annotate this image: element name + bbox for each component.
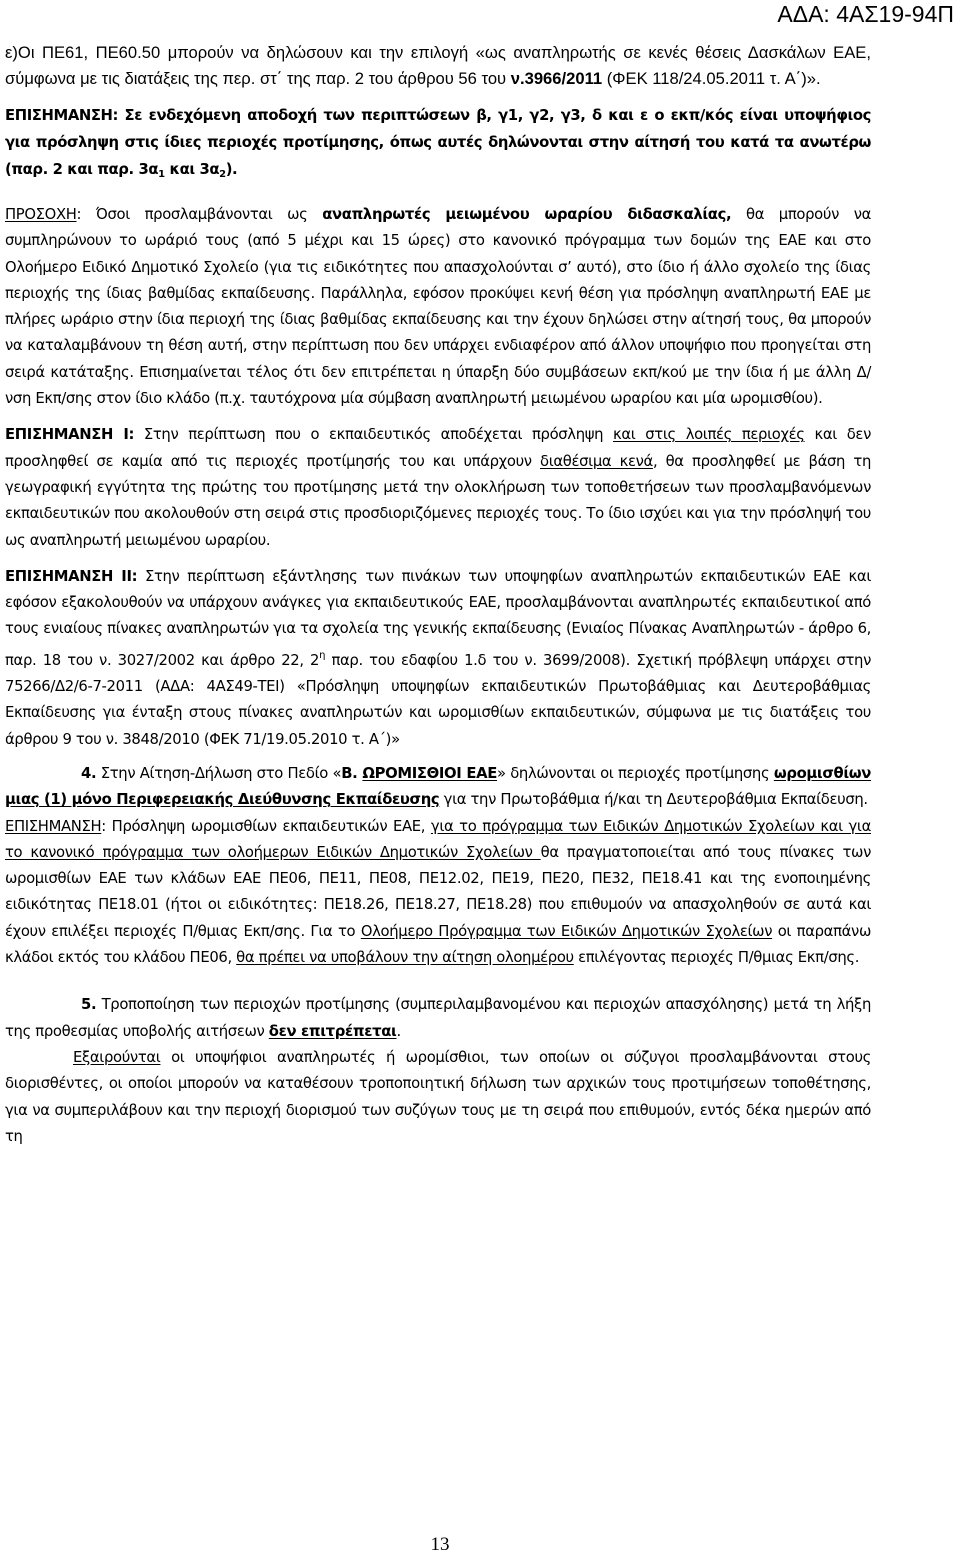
paragraph-item-4: 4. Στην Αίτηση-Δήλωση στο Πεδίο «Β. ΩΡΟΜΙΣΘΙΟΙ ΕΑΕ» δηλώνονται οι περιοχές προτίμησης ωρομισθίων μιας (1) μόνο Περιφερειακής Διεύθυνσης Εκπαίδευσης για την Πρωτοβάθμια ή/και τη Δευτεροβάθμια Εκπαίδευση. bbox=[5, 764, 871, 809]
paragraph-epishmansh-bold: ΕΠΙΣΗΜΑΝΣΗ: Σε ενδεχόμενη αποδοχή των περιπτώσεων β, γ1, γ2, γ3, δ και ε ο εκπ/κός είναι υποψήφιος για πρόσληψη στις ίδιες περιοχές προτίμησης, όπως αυτές δηλώνονται στην αίτησή του κατά τα ανωτέρω (παρ. 2 και παρ. $3\alpha_1$ και $3\alpha_2$). bbox=[5, 107, 871, 180]
epishmansh-ii-label: ΕΠΙΣΗΜΑΝΣΗ ΙΙ: bbox=[5, 567, 138, 585]
law-reference: ν.3966/2011 bbox=[510, 69, 603, 88]
document-body bbox=[5, 40, 871, 1150]
ada-code: ΑΔΑ: 4ΑΣ19-94Π bbox=[777, 1, 954, 27]
paragraph-option-e: ε)Οι ΠΕ61, ΠΕ60.50 μπορούν να δηλώσουν και την επιλογή «ως αναπληρωτής σε κενές θέσεις Δασκάλων ΕΑΕ, σύμφωνα με τις διατάξεις της περ. στ΄ της παρ. 2 του άρθρου 56 του ν.3966/2011 (ΦΕΚ 118/24.05.2011 τ. Α΄)». bbox=[5, 43, 871, 88]
item-number-4: 4. bbox=[81, 764, 97, 782]
epishmansh-i-label: ΕΠΙΣΗΜΑΝΣΗ Ι: bbox=[5, 426, 135, 444]
paragraph-item-5: 5. Τροποποίηση των περιοχών προτίμησης (συμπεριλαμβανομένου και περιοχών απασχόλησης) μετά τη λήξη της προθεσμίας υποβολής αιτήσεων δεν επιτρέπεται. bbox=[5, 996, 871, 1040]
prosoxh-label: ΠΡΟΣΟΧΗ bbox=[5, 206, 77, 223]
paragraph-epishmansh-ii: ΕΠΙΣΗΜΑΝΣΗ ΙΙ: Στην περίπτωση εξάντλησης των πινάκων των υποψηφίων αναπληρωτών εκπαιδευτικών ΕΑΕ και εφόσον εξακολουθούν να υπάρχουν ανάγκες για εκπαιδευτικούς ΕΑΕ, προσλαμβάνονται αναπληρωτές εκπαιδευτικοί από τους ενιαίους πίνακες αναπληρωτών για τα σχολεία της γενικής εκπαίδευσης (Ενιαίος Πίνακας Αναπληρωτών - άρθρο 6, παρ. 18 του ν. 3027/2002 και άρθρο 22, $2^\eta$ παρ. του εδαφίου 1.δ του ν. 3699/2008). Σχετική πρόβλεψη υπάρχει στην 75266/Δ2/6-7-2011 (ΑΔΑ: 4ΑΣ49-ΤΕΙ) «Πρόσληψη υποψηφίων εκπαιδευτικών Πρωτοβάθμιας και Δευτεροβάθμιας Εκπαίδευσης για ένταξη στους πίνακες αναπληρωτών και ωρομισθίων εκπαιδευτικών, σύμφωνα με τις διατάξεις του άρθρου 9 του ν. 3848/2010 (ΦΕΚ 71/19.05.2010 τ. Α΄)» bbox=[5, 567, 871, 748]
epishmansh-label: ΕΠΙΣΗΜΑΝΣΗ bbox=[5, 817, 102, 835]
page-number: 13 bbox=[430, 1534, 450, 1555]
paragraph-epishmansh-hourly: ΕΠΙΣΗΜΑΝΣΗ: Πρόσληψη ωρομισθίων εκπαιδευτικών ΕΑΕ, για το πρόγραμμα των Ειδικών Δημοτικών Σχολείων και για το κανονικό πρόγραμμα των ολοήμερων Ειδικών Δημοτικών Σχολείων θα πραγματοποιείται από τους πίνακες των ωρομισθίων ΕΑΕ των κλάδων ΕΑΕ ΠΕ06, ΠΕ11, ΠΕ08, ΠΕ12.02, ΠΕ19, ΠΕ20, ΠΕ32, ΠΕ18.41 και της ενοποιημένης ειδικότητας ΠΕ18.01 (ήτοι οι ειδικότητες: ΠΕ18.26, ΠΕ18.27, ΠΕ18.28) που επιθυμούν να απασχοληθούν σε αυτά και έχουν επιλέξει περιοχές Π/θμιας Εκπ/σης. Για το Ολοήμερο Πρόγραμμα των Ειδικών Δημοτικών Σχολείων οι παραπάνω κλάδοι εκτός του κλάδου ΠΕ06, θα πρέπει να υποβάλουν την αίτηση ολοημέρου επιλέγοντας περιοχές Π/θμιας Εκπ/σης. bbox=[5, 817, 872, 967]
paragraph-prosoxh: ΠΡΟΣΟΧΗ: Όσοι προσλαμβάνονται ως αναπληρωτές μειωμένου ωραρίου διδασκαλίας, θα μπορούν να συμπληρώνουν το ωράριό τους (από 5 μέχρι και 15 ώρες) στο κανονικό πρόγραμμα των δομών της ΕΑΕ και στο Ολοήμερο Ειδικό Δημοτικό Σχολείο (για τις ειδικότητες που απασχολούνται σ’ αυτό), στο ίδιο ή άλλο σχολείο της ίδιας περιοχής της ίδιας βαθμίδας εκπαίδευσης. Παράλληλα, εφόσον προκύψει κενή θέση για πρόσληψη αναπληρωτή ΕΑΕ με πλήρες ωράριο στην ίδια περιοχή της ίδιας βαθμίδας εκπαίδευσης και την έχουν δηλώσει στην αίτησή τους, θα μπορούν να καταλαμβάνουν τη θέση αυτή, στην περίπτωση που δεν υπάρχει ενδιαφέρον από άλλον υποψήφιο που προηγείται στη σειρά κατάταξης. Επισημαίνεται τέλος ότι δεν επιτρέπεται η ύπαρξη δύο συμβάσεων εκπ/κού με την ίδια ή με άλλη Δ/νση Εκπ/σης στον ίδιο κλάδο (π.χ. ταυτόχρονα μία σύμβαση αναπληρωτή μειωμένου ωραρίου και μία ωρομισθίου). bbox=[5, 206, 872, 408]
paragraph-epishmansh-i: ΕΠΙΣΗΜΑΝΣΗ Ι: Στην περίπτωση που ο εκπαιδευτικός αποδέχεται πρόσληψη και στις λοιπές περιοχές και δεν προσληφθεί σε καμία από τις περιοχές προτίμησής του και υπάρχουν διαθέσιμα κενά, θα προσληφθεί με βάση τη γεωγραφική εγγύτητα της πρώτης του προτίμησης μετά την ολοκλήρωση των τοποθετήσεων των προσλαμβανόμενων εκπαιδευτικών που ακολουθούν στη σειρά στις προσδιοριζόμενες περιοχές τους. Το ίδιο ισχύει και για την πρόσληψή του ως αναπληρωτή μειωμένου ωραρίου. bbox=[5, 426, 871, 549]
paragraph-exceptions: Εξαιρούνται οι υποψήφιοι αναπληρωτές ή ωρομίσθιοι, των οποίων οι σύζυγοι προσλαμβάνονται στους διορισθέντες, οι οποίοι μπορούν να καταθέσουν τροποποιητική δήλωση των αρχικών τους προτιμήσεων τοποθέτησης, για να συμπεριλάβουν και την περιοχή διορισμού των συζύγων τους με τη σειρά που επιθυμούν, εντός δέκα ημερών από τη bbox=[5, 1048, 871, 1145]
item-number-5: 5. bbox=[81, 996, 97, 1014]
